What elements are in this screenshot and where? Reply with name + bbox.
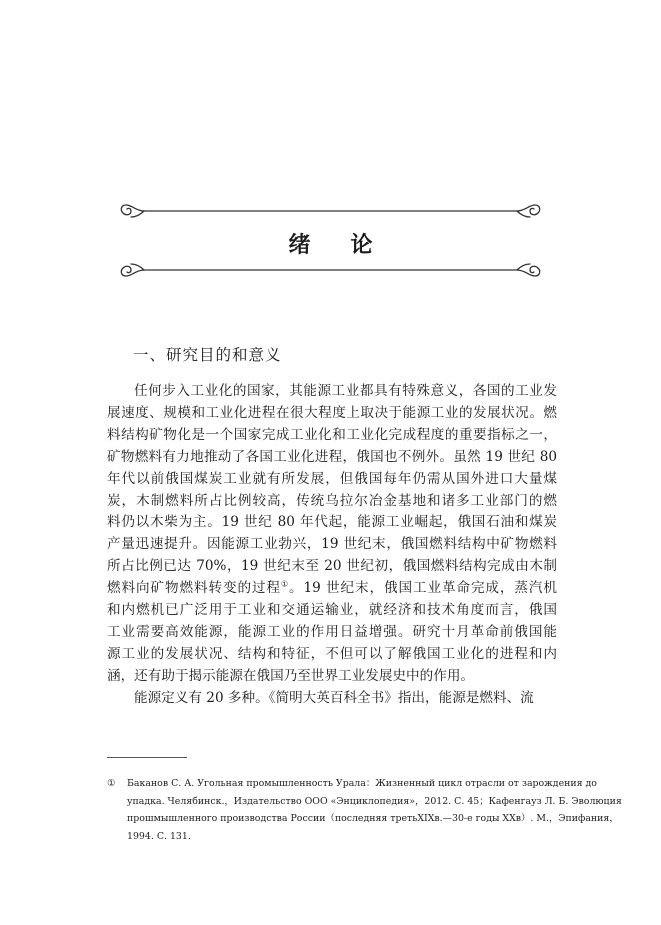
paragraph-line: 炭，木制燃料所占比例较高，传统乌拉尔冶金基地和诸多工业部门的燃 bbox=[107, 492, 557, 509]
paragraph-line: 料结构矿物化是一个国家完成工业化和工业化完成程度的重要指标之一， bbox=[107, 426, 557, 443]
footnote-mark: ① bbox=[107, 778, 116, 789]
body-text bbox=[107, 381, 557, 710]
scroll-ornament-icon bbox=[118, 200, 543, 222]
paragraph-line: 矿物燃料有力地推动了各国工业化进程，俄国也不例外。虽然 19 世纪 80 bbox=[107, 448, 557, 465]
footnote-divider bbox=[107, 757, 187, 758]
scroll-ornament-icon bbox=[118, 259, 543, 281]
paragraph-line: 所占比例已达 70%，19 世纪末至 20 世纪初，俄国燃料结构完成由木制 bbox=[107, 558, 557, 575]
paragraph-line: 任何步入工业化的国家，其能源工业都具有特殊意义，各国的工业发 bbox=[134, 383, 557, 399]
paragraph-line: 源工业的发展状况、结构和特征，不但可以了解俄国工业化的进程和内 bbox=[107, 645, 557, 662]
footnote-line: Баканов С. А. Угольная промышленность Урала：Жизненный цикл отрасли от зарождения до bbox=[127, 778, 597, 789]
footnote-line: прошмышленного производства России（последняя третьXIXв.—30-е годы XXв）. М.，Эпифания， bbox=[127, 813, 619, 825]
footnote bbox=[107, 775, 622, 845]
paragraph-line: 能源定义有 20 多种。《简明大英百科全书》指出，能源是燃料、流 bbox=[134, 689, 534, 706]
title-ornament-top bbox=[118, 200, 543, 222]
footnote-body bbox=[127, 775, 622, 845]
paragraph-line: 和内燃机已广泛用于工业和交通运输业，就经济和技术角度而言，俄国 bbox=[107, 602, 557, 619]
paragraph-line: 料仍以木柴为主。19 世纪 80 年代起，能源工业崛起，俄国石油和煤炭 bbox=[107, 514, 557, 531]
paragraph-line: 产量迅速提升。因能源工业勃兴，19 世纪末，俄国燃料结构中矿物燃料 bbox=[107, 536, 557, 553]
chapter-title: 绪论 bbox=[288, 233, 413, 258]
section-heading: 一、研究目的和意义 bbox=[133, 346, 282, 364]
footnote-reference[interactable]: ① bbox=[280, 579, 289, 589]
paragraph-line: 工业需要高效能源，能源工业的作用日益增强。研究十月革命前俄国能 bbox=[107, 623, 557, 640]
paragraph-line: 年代以前俄国煤炭工业就有所发展，但俄国每年仍需从国外进口大量煤 bbox=[107, 470, 557, 487]
footnote-line: 1994. С. 131. bbox=[127, 830, 191, 842]
paragraph-line-text: 。19 世纪末，俄国工业革命完成，蒸汽机 bbox=[289, 580, 558, 597]
title-ornament-bottom bbox=[118, 259, 543, 281]
paragraph-line: 涵，还有助于揭示能源在俄国乃至世界工业发展史中的作用。 bbox=[107, 667, 475, 684]
paragraph-line-text: 燃料向矿物燃料转变的过程 bbox=[107, 580, 281, 597]
paragraph-line: 展速度、规模和工业化进程在很大程度上取决于能源工业的发展状况。燃 bbox=[107, 404, 557, 421]
paragraph-line bbox=[107, 578, 557, 600]
footnote-line: упадка. Челябинск.，Издательство ООО «Энциклопедия»，2012. С. 45；Кафенгауз Л. Б. Эволюция bbox=[127, 795, 622, 807]
